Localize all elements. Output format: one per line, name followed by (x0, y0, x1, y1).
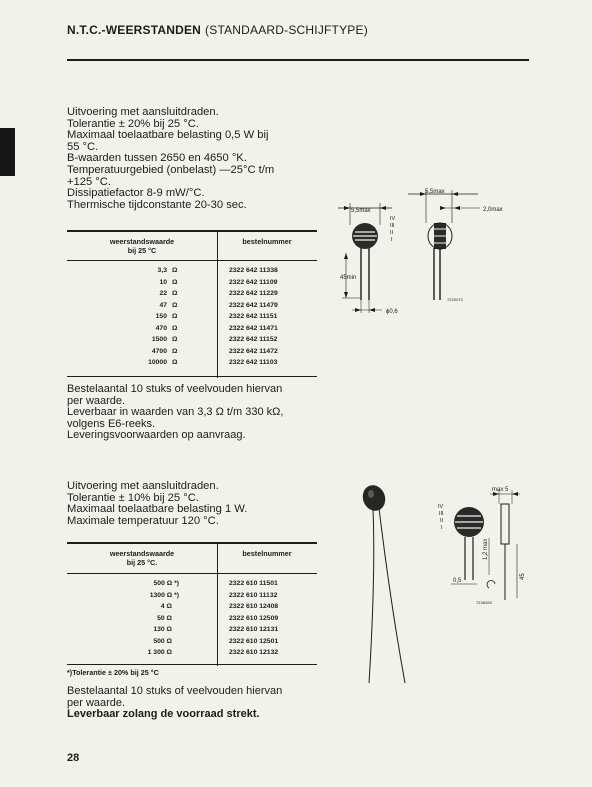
table-row (67, 279, 317, 290)
spec-line: Maximaal toelaatbare belasting 1 W. (67, 503, 248, 516)
table-header-rule (67, 573, 317, 574)
drawing-code: 7Z20070 (447, 297, 463, 302)
spec-line: 55 °C. (67, 140, 99, 153)
cell-value: 1 300 Ω (147, 649, 172, 656)
table-top-rule (67, 230, 317, 232)
dim-max5-label: max 5 (492, 487, 509, 493)
cell-unit: Ω (172, 336, 178, 343)
table-row (67, 603, 317, 614)
drawing-code: 7Z48453 (476, 600, 492, 605)
cell-value: 10 (159, 278, 167, 286)
cell-value: 4700 (151, 347, 167, 355)
cell-order: 2322 642 11479 (229, 301, 278, 309)
table-header-value (67, 549, 217, 567)
spec-line: Maximale temperatuur 120 °C. (67, 514, 219, 527)
cell-unit: Ω (172, 278, 178, 286)
table-row (67, 626, 317, 637)
section2-specs (67, 481, 335, 527)
cell-unit: Ω (172, 313, 178, 320)
cell-order: 2322 642 11338 (229, 267, 278, 274)
table-row (67, 649, 317, 660)
cell-unit: Ω (172, 301, 178, 309)
cell-unit: Ω (172, 359, 178, 366)
header-rule (67, 59, 529, 61)
cell-order: 2322 642 11103 (229, 359, 278, 366)
cell-order: 2322 610 11132 (229, 591, 278, 599)
cell-order: 2322 610 12501 (229, 637, 279, 645)
note-line: per waarde. (67, 394, 126, 407)
section1-table (67, 230, 317, 378)
table-bottom-rule (67, 376, 317, 377)
section1-notes (67, 384, 283, 442)
spec-line: +125 °C. (67, 175, 111, 188)
header-line: bij 25 °C (127, 246, 157, 255)
cell-unit: Ω (172, 290, 178, 297)
section2-dimension-drawing (435, 480, 535, 610)
cell-value: 3,3 (157, 267, 167, 274)
dim-max12-label: 1,2 max (483, 538, 489, 560)
note-line: Bestelaantal 10 stuks of veelvouden hiervan (67, 383, 283, 395)
cell-value: 500 Ω (153, 637, 172, 645)
dim-diameter-label: ϕ0,6 (386, 309, 398, 315)
spec-line: Tolerantie ± 20% bij 25 °C. (67, 117, 199, 130)
note-line: Leverbaar in waarden van 3,3 Ω t/m 330 kΩ, (67, 406, 284, 419)
note-line: volgens E6-reeks. (67, 417, 156, 430)
cell-value: 470 (155, 324, 167, 332)
roman-label: IV (390, 216, 396, 222)
note-line: Bestelaantal 10 stuks of veelvouden hiervan (67, 685, 283, 697)
table-row (67, 592, 317, 603)
section2-notes (67, 686, 282, 721)
roman-label: I (441, 525, 443, 531)
cell-order: 2322 642 11109 (229, 278, 278, 286)
cell-value: 1300 Ω *) (149, 591, 179, 599)
table-row (67, 325, 317, 336)
tolerance-footnote: *)Tolerantie ± 20% bij 25 °C (67, 668, 159, 677)
roman-label: IV (438, 504, 444, 510)
table-row (67, 580, 317, 591)
section2-component-photo (355, 478, 415, 688)
table-row (67, 615, 317, 626)
cell-order: 2322 610 12132 (229, 649, 279, 656)
cell-value: 50 Ω (157, 614, 172, 622)
table-row (67, 359, 317, 370)
header-title: N.T.C.-WEERSTANDEN (67, 23, 202, 37)
cell-order: 2322 642 11472 (229, 347, 278, 355)
dim-2-0max-label: 2,0max (483, 207, 503, 213)
note-line: Leveringsvoorwaarden op aanvraag. (67, 429, 246, 442)
table-bottom-rule (67, 664, 317, 665)
note-bold-line: Leverbaar zolang de voorraad strekt. (67, 708, 260, 721)
section2-table (67, 542, 317, 668)
spec-line: Uitvoering met aansluitdraden. (67, 106, 219, 118)
cell-unit: Ω (172, 347, 178, 355)
roman-label: I (391, 237, 393, 243)
roman-label: II (440, 518, 444, 524)
cell-order: 2322 610 12509 (229, 614, 279, 622)
cell-order: 2322 610 12408 (229, 603, 279, 610)
cell-value: 47 (159, 301, 167, 309)
section-spacer (67, 463, 529, 464)
table-header-value (67, 237, 217, 255)
thumb-index-mark (0, 128, 15, 176)
dim-5-5max-right-label: 5,5max (425, 189, 445, 195)
cell-value: 1500 (151, 336, 167, 343)
spec-line: Temperatuurgebied (onbelast) —25°C t/m (67, 163, 275, 176)
table-row (67, 302, 317, 313)
cell-order: 2322 642 11229 (229, 290, 278, 297)
header-line: weerstandswaarde (109, 237, 175, 246)
cell-order: 2322 642 11151 (229, 313, 278, 320)
cell-value: 4 Ω (160, 603, 172, 610)
dim-0-5-label: 0,5 (453, 578, 462, 584)
table-row (67, 638, 317, 649)
header-line: weerstandswaarde (109, 549, 175, 558)
note-line: per waarde. (67, 696, 126, 709)
spec-line: Thermische tijdconstante 20-30 sec. (67, 198, 247, 211)
cell-order: 2322 610 11501 (229, 580, 278, 587)
header-line: bij 25 °C. (126, 558, 158, 567)
spec-line: B-waarden tussen 2650 en 4650 °K. (67, 152, 247, 165)
cell-value: 22 (159, 290, 167, 297)
roman-label: III (390, 223, 395, 229)
spec-line: Maximaal toelaatbare belasting 0,5 W bij (67, 129, 269, 142)
table-top-rule (67, 542, 317, 544)
page-header (67, 23, 368, 37)
table-row (67, 348, 317, 359)
table-header-rule (67, 260, 317, 261)
cell-value: 500 Ω *) (153, 580, 179, 587)
spec-line: Tolerantie ± 10% bij 25 °C. (67, 491, 199, 504)
table-row (67, 267, 317, 278)
cell-value: 10000 (148, 359, 167, 366)
cell-value: 130 Ω (153, 626, 172, 633)
table-row (67, 336, 317, 347)
cell-order: 2322 642 11152 (229, 336, 278, 343)
table-row (67, 313, 317, 324)
page-number: 28 (67, 752, 80, 764)
dim-5-5max-label: 5,5max (351, 208, 371, 214)
section1-dimension-drawing (330, 185, 530, 325)
dim-45min-label: 45min (340, 275, 357, 281)
cell-order: 2322 642 11471 (229, 324, 278, 332)
dim-45-label: 45 (520, 573, 526, 580)
cell-order: 2322 610 12131 (229, 626, 279, 633)
header-subtitle: (STANDAARD-SCHIJFTYPE) (205, 23, 368, 37)
table-header-order: bestelnummer (242, 237, 292, 246)
cell-value: 150 (155, 313, 167, 320)
spec-line: Dissipatiefactor 8-9 mW/°C. (67, 187, 205, 200)
cell-unit: Ω (172, 324, 178, 332)
roman-label: III (439, 511, 444, 517)
roman-label: II (390, 230, 394, 236)
table-header-order: bestelnummer (242, 549, 292, 558)
spec-line: Uitvoering met aansluitdraden. (67, 480, 219, 492)
table-row (67, 290, 317, 301)
section1-specs (67, 107, 335, 211)
cell-unit: Ω (172, 267, 178, 274)
